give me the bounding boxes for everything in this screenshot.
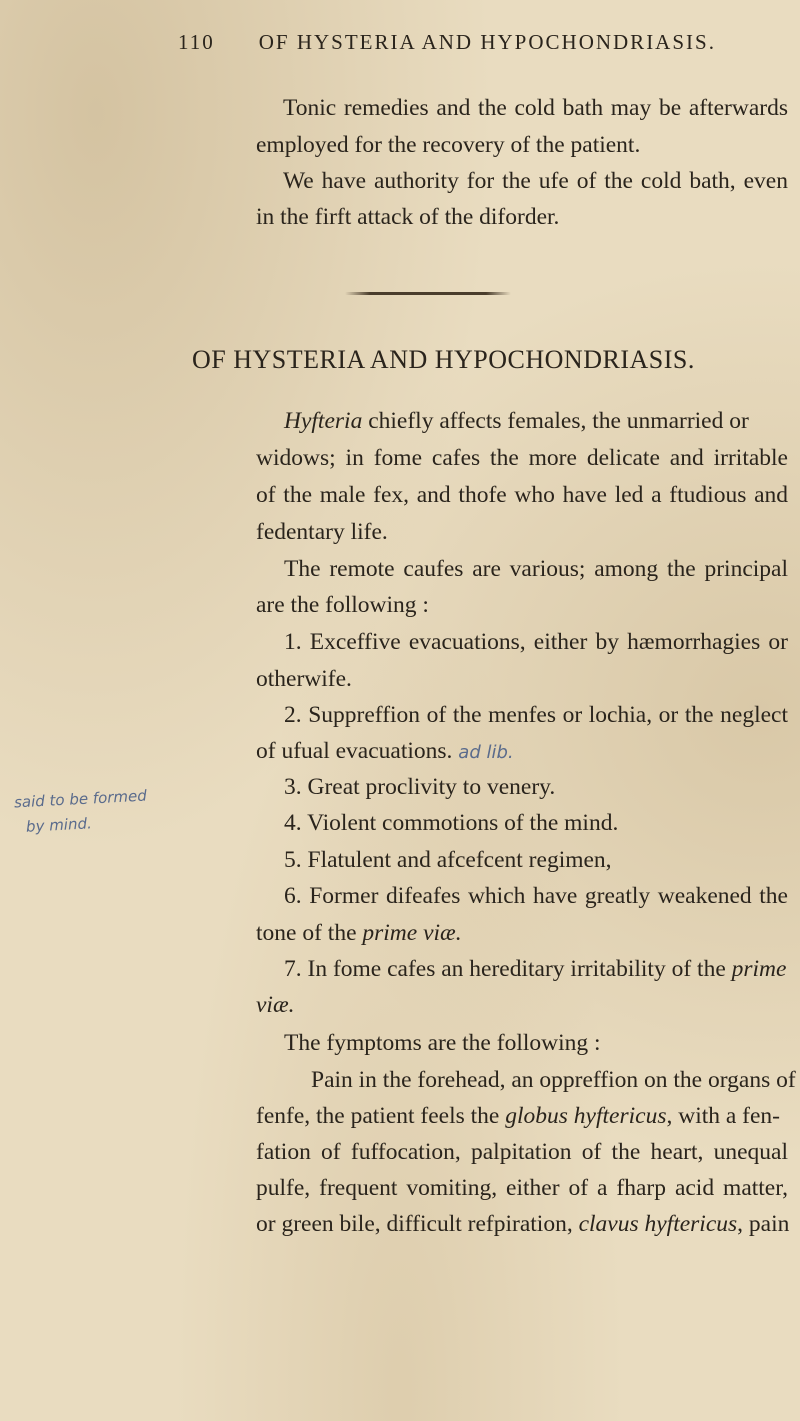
cause-7-line-2: viæ. xyxy=(256,992,295,1018)
margin-note-line-1: said to be formed xyxy=(13,786,148,812)
cause-5: 5. Flatulent and afcefcent regimen, xyxy=(284,847,612,873)
cause-1-line-1: 1. Exceffive evacuations, either by hæmorrhagies or xyxy=(284,629,788,655)
term-hysteria: Hyfteria xyxy=(284,408,363,434)
margin-note-line-2: by mind. xyxy=(25,814,93,836)
cause-6-line-1: 6. Former difeafes which have greatly weakened the xyxy=(284,883,788,909)
symptoms-line-4: pulfe, frequent vomiting, either of a fharp acid matter, xyxy=(256,1175,788,1201)
page-number: 110 xyxy=(178,30,215,54)
running-header xyxy=(178,30,716,55)
symptoms-intro: The fymptoms are the following : xyxy=(284,1030,601,1056)
symptoms-line-5: or green bile, difficult refpiration, clavus hyftericus, pain xyxy=(256,1211,790,1237)
cause-2-line-1: 2. Suppreffion of the menfes or lochia, or the neglect xyxy=(284,702,788,728)
running-title: OF HYSTERIA AND HYPOCHONDRIASIS. xyxy=(258,30,716,54)
cause-3: 3. Great proclivity to venery. xyxy=(284,774,556,800)
cause-2-line-2: of ufual evacuations. ad lib. xyxy=(256,738,514,764)
cause-7-line-1: 7. In fome cafes an hereditary irritability of the prime xyxy=(284,956,787,982)
intro-line-1: Tonic remedies and the cold bath may be afterwards xyxy=(283,95,788,121)
intro-line-2: employed for the recovery of the patient. xyxy=(256,132,641,158)
symptoms-line-1: Pain in the forehead, an oppreffion on the organs of xyxy=(311,1067,796,1093)
section-divider xyxy=(345,292,511,295)
causes-intro-line-2: are the following : xyxy=(256,592,429,618)
section-heading: OF HYSTERIA AND HYPOCHONDRIASIS. xyxy=(192,345,695,374)
causes-intro-line-1: The remote caufes are various; among the principal xyxy=(284,556,788,582)
definition-line-1: Hyfteria chiefly affects females, the unmarried or xyxy=(284,408,749,434)
cause-4: 4. Violent commotions of the mind. xyxy=(284,810,619,836)
symptoms-line-2: fenfe, the patient feels the globus hyftericus, with a fen- xyxy=(256,1103,781,1129)
handwritten-annotation: ad lib. xyxy=(458,742,514,763)
symptoms-line-3: fation of fuffocation, palpitation of the heart, unequal xyxy=(256,1139,788,1165)
cause-1-line-2: otherwife. xyxy=(256,666,352,692)
definition-line-4: fedentary life. xyxy=(256,519,388,545)
definition-line-2: widows; in fome cafes the more delicate and irritable xyxy=(256,445,788,471)
intro-line-4: in the firft attack of the diforder. xyxy=(256,204,560,230)
intro-line-3: We have authority for the ufe of the cold bath, even xyxy=(283,168,788,194)
cause-6-line-2: tone of the prime viæ. xyxy=(256,920,462,946)
definition-line-3: of the male fex, and thofe who have led a ftudious and xyxy=(256,482,788,508)
